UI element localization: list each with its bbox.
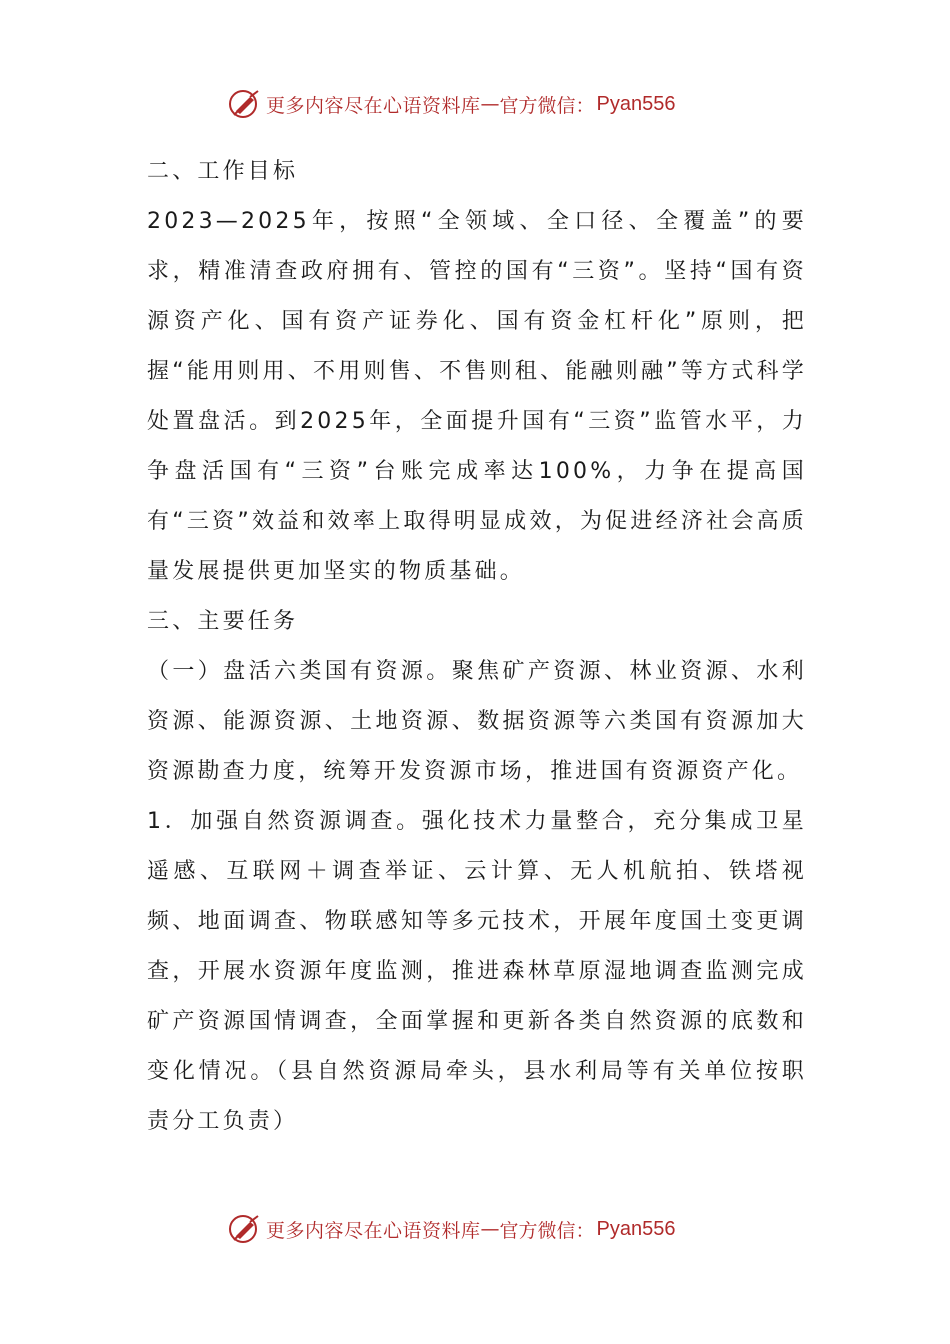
pen-logo-icon [228, 87, 262, 121]
banner-separator: — [480, 93, 500, 115]
section2-heading: 二、工作目标 [147, 159, 299, 184]
section2-paragraph: 2023—2025年，按照“全领域、全口径、全覆盖”的要求，精准清查政府拥有、管控的国有“三资”。坚持“国有资源资产化、国有资产证券化、国有资金杠杆化”原则，把握“能用则用、不用则售、不售则租、能融则融”等方式科学处置盘活。到2025年，全面提升国有“三资”监管水平，力争盘活国有“三资”台账完成率达100%，力争在提高国有“三资”效益和效率上取得明显成效，为促进经济社会高质量发展提供更加坚实的物质基础。 [147, 209, 807, 584]
header-banner[interactable] [228, 84, 676, 124]
banner-wechat-label: 官方微信： [499, 1219, 595, 1242]
banner-wechat-id: Pyan556 [596, 1217, 676, 1240]
task1-paragraph: （一）盘活六类国有资源。聚焦矿产资源、林业资源、水利资源、能源资源、土地资源、数据资源等六类国有资源加大资源勘查力度，统筹开发资源市场，推进国有资源资产化。 [147, 659, 807, 784]
banner-wechat-label: 官方微信： [499, 94, 595, 117]
pen-logo-icon [228, 1212, 262, 1246]
banner-separator: — [480, 1218, 500, 1240]
section3-heading: 三、主要任务 [147, 609, 299, 634]
footer-banner[interactable] [228, 1209, 676, 1249]
banner-wechat-id: Pyan556 [596, 92, 676, 115]
banner-text: 更多内容尽在心语资料库 [266, 94, 481, 117]
item1-paragraph: 1．加强自然资源调查。强化技术力量整合，充分集成卫星遥感、互联网＋调查举证、云计算、无人机航拍、铁塔视频、地面调查、物联感知等多元技术，开展年度国土变更调查，开展水资源年度监测，推进森林草原湿地调查监测完成矿产资源国情调查，全面掌握和更新各类自然资源的底数和变化情况。（县自然资源局牵头，县水利局等有关单位按职责分工负责） [147, 809, 807, 1134]
banner-text: 更多内容尽在心语资料库 [266, 1219, 481, 1242]
document-body [147, 147, 807, 1147]
